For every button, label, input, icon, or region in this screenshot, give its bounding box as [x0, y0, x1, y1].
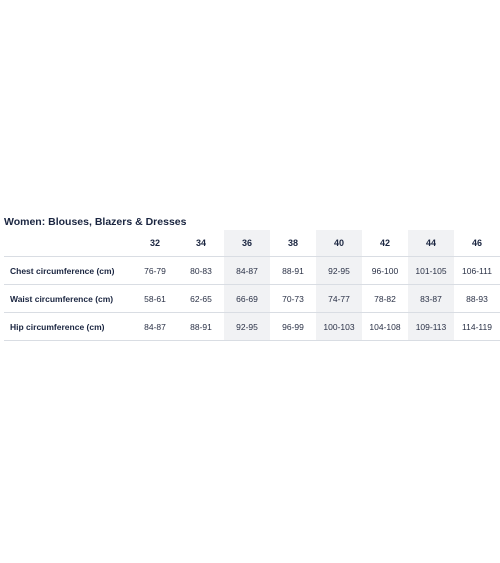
table-cell: 92-95 [224, 313, 270, 341]
table-cell: 80-83 [178, 257, 224, 285]
table-cell: 88-91 [178, 313, 224, 341]
size-header: 38 [287, 238, 298, 248]
row-label: Hip circumference (cm) [4, 313, 132, 341]
table-cell: 96-99 [270, 313, 316, 341]
table-cell: 106-111 [454, 257, 500, 285]
table-cell: 74-77 [316, 285, 362, 313]
table-cell: 76-79 [132, 257, 178, 285]
table-cell: 88-93 [454, 285, 500, 313]
header-empty-cell [4, 230, 132, 257]
size-header: 32 [149, 238, 160, 248]
size-header: 36 [224, 230, 270, 257]
table-cell: 109-113 [408, 313, 454, 341]
table-cell: 104-108 [362, 313, 408, 341]
size-header: 44 [408, 230, 454, 257]
row-label: Chest circumference (cm) [4, 257, 132, 285]
table-row-waist [4, 285, 500, 313]
table-cell: 66-69 [224, 285, 270, 313]
table-cell: 100-103 [316, 313, 362, 341]
table-cell: 84-87 [132, 313, 178, 341]
table-row-hip [4, 313, 500, 341]
size-header-row [4, 230, 500, 257]
table-cell: 114-119 [454, 313, 500, 341]
table-cell: 62-65 [178, 285, 224, 313]
size-table [4, 230, 500, 341]
size-header: 34 [195, 238, 206, 248]
size-header: 42 [379, 238, 390, 248]
table-row-chest [4, 257, 500, 285]
table-cell: 101-105 [408, 257, 454, 285]
table-cell: 84-87 [224, 257, 270, 285]
table-cell: 83-87 [408, 285, 454, 313]
table-cell: 78-82 [362, 285, 408, 313]
table-cell: 70-73 [270, 285, 316, 313]
chart-title: Women: Blouses, Blazers & Dresses [4, 216, 187, 228]
table-cell: 92-95 [316, 257, 362, 285]
size-chart [4, 214, 500, 341]
size-header: 46 [471, 238, 482, 248]
table-cell: 96-100 [362, 257, 408, 285]
row-label: Waist circumference (cm) [4, 285, 132, 313]
table-cell: 58-61 [132, 285, 178, 313]
table-cell: 88-91 [270, 257, 316, 285]
size-header: 40 [316, 230, 362, 257]
